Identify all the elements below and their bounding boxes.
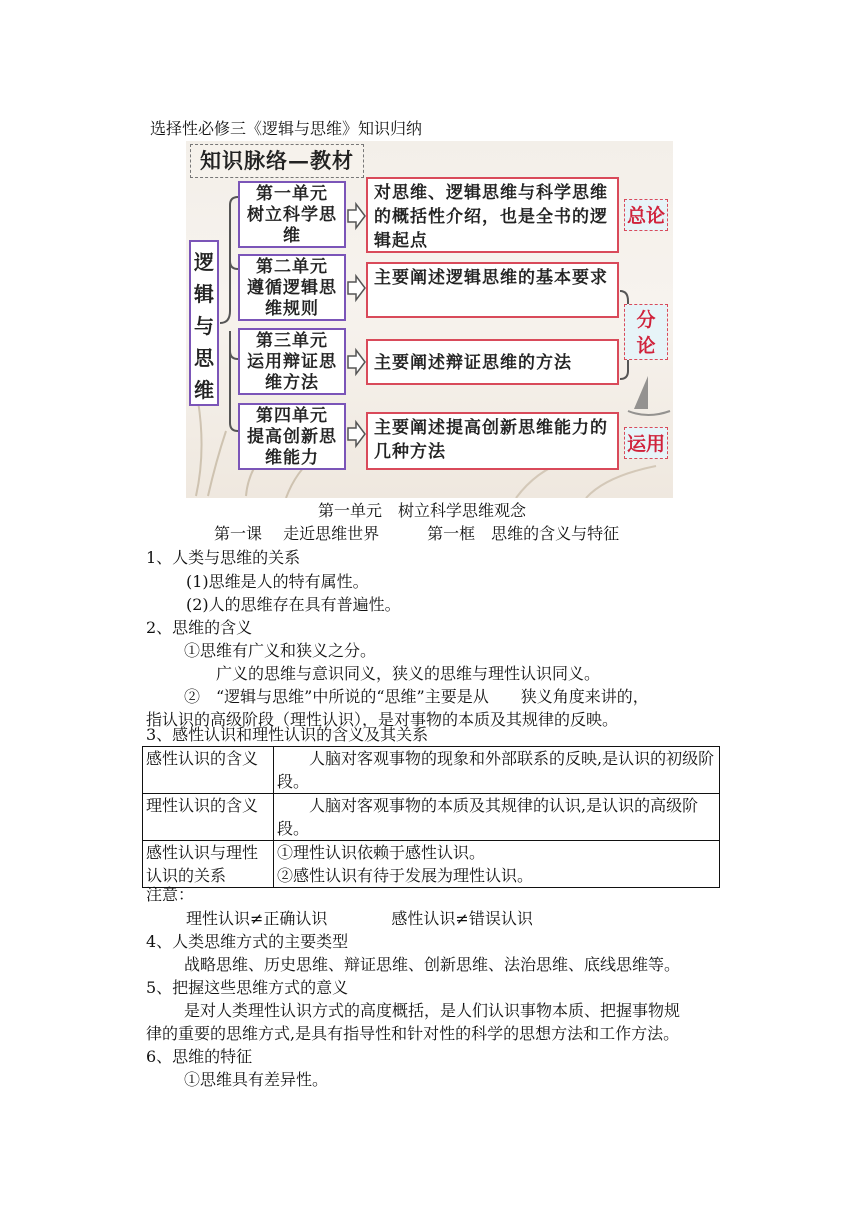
unit-2-box: 第二单元 遵循逻辑思 维规则 — [238, 254, 346, 321]
section-2-subtext: 广义的思维与意识同义，狭义的思维与理性认识同义。 — [216, 664, 601, 683]
unit-1-description: 对思维、逻辑思维与科学思维的概括性介绍，也是全书的逻辑起点 — [366, 177, 619, 253]
section-5-text: 律的重要的思维方式,是具有指导性和针对性的科学的思想方法和工作方法。 — [146, 1024, 680, 1043]
table-cell-content: 人脑对客观事物的现象和外部联系的反映,是认识的初级阶段。 — [274, 747, 720, 794]
section-2-item: ①思维有广义和狭义之分。 — [184, 641, 377, 660]
section-2-text: 指认识的高级阶段（理性认识），是对事物的本质及其规律的反映。 — [146, 710, 619, 729]
unit-3-description: 主要阐述辩证思维的方法 — [366, 339, 619, 385]
section-1-item: (2)人的思维存在具有普遍性。 — [186, 595, 401, 614]
unit-heading: 第一单元 树立科学思维观念 — [318, 501, 527, 520]
section-1-item: (1)思维是人的特有属性。 — [186, 572, 369, 591]
root-char: 逻 — [194, 250, 214, 274]
section-5-text: 是对人类理性认识方式的高度概括，是人们认识事物本质、把握事物规 — [184, 1001, 681, 1020]
document-title: 选择性必修三《逻辑与思维》知识归纳 — [150, 119, 423, 138]
table-row — [143, 794, 720, 841]
tag-application: 运用 — [624, 427, 668, 459]
note-label: 注意： — [146, 885, 195, 904]
tag-sub-discussion: 分 论 — [624, 304, 668, 360]
section-5-title: 5、把握这些思维方式的意义 — [146, 978, 349, 997]
table-cell-content: 人脑对客观事物的本质及其规律的认识,是认识的高级阶段。 — [274, 794, 720, 841]
section-2-item: ② “逻辑与思维”中所说的“思维”主要是从 狭义角度来讲的， — [184, 687, 649, 706]
root-node — [189, 240, 219, 406]
tag-overview: 总论 — [624, 199, 668, 231]
figure-title: 知识脉络—教材 — [190, 144, 364, 178]
table-row — [143, 747, 720, 794]
unit-3-box: 第三单元 运用辩证思 维方法 — [238, 328, 346, 395]
section-3-title: 3、感性认识和理性认识的含义及其关系 — [146, 725, 429, 744]
table-cell-label: 理性认识的含义 — [143, 794, 274, 841]
root-char: 维 — [194, 378, 214, 402]
relation-line: ②感性认识有待于发展为理性认识。 — [277, 866, 534, 885]
root-char: 与 — [194, 314, 214, 338]
lesson-heading: 第一课 走近思维世界 第一框 思维的含义与特征 — [214, 524, 620, 543]
unit-4-box: 第四单元 提高创新思 维能力 — [238, 403, 346, 470]
relation-line: ①理性认识依赖于感性认识。 — [277, 843, 486, 862]
section-2-title: 2、思维的含义 — [146, 618, 253, 637]
table-cell-content — [274, 841, 720, 888]
cognition-table — [142, 746, 720, 888]
root-char: 辑 — [194, 282, 214, 306]
table-cell-label: 感性认识与理性认识的关系 — [143, 841, 274, 888]
note-text: 理性认识≠正确认识 感性认识≠错误认识 — [186, 909, 533, 928]
section-4-title: 4、人类思维方式的主要类型 — [146, 932, 349, 951]
section-6-item: ①思维具有差异性。 — [184, 1070, 329, 1089]
unit-4-description: 主要阐述提高创新思维能力的几种方法 — [366, 412, 619, 470]
table-cell-label: 感性认识的含义 — [143, 747, 274, 794]
knowledge-structure-figure — [186, 141, 673, 498]
table-row — [143, 841, 720, 888]
section-6-title: 6、思维的特征 — [146, 1047, 253, 1066]
section-1-title: 1、人类与思维的关系 — [146, 548, 301, 567]
unit-1-box: 第一单元 树立科学思 维 — [238, 181, 346, 248]
section-4-text: 战略思维、历史思维、辩证思维、创新思维、法治思维、底线思维等。 — [184, 955, 681, 974]
unit-2-description: 主要阐述逻辑思维的基本要求 — [366, 262, 619, 318]
root-char: 思 — [194, 346, 214, 370]
